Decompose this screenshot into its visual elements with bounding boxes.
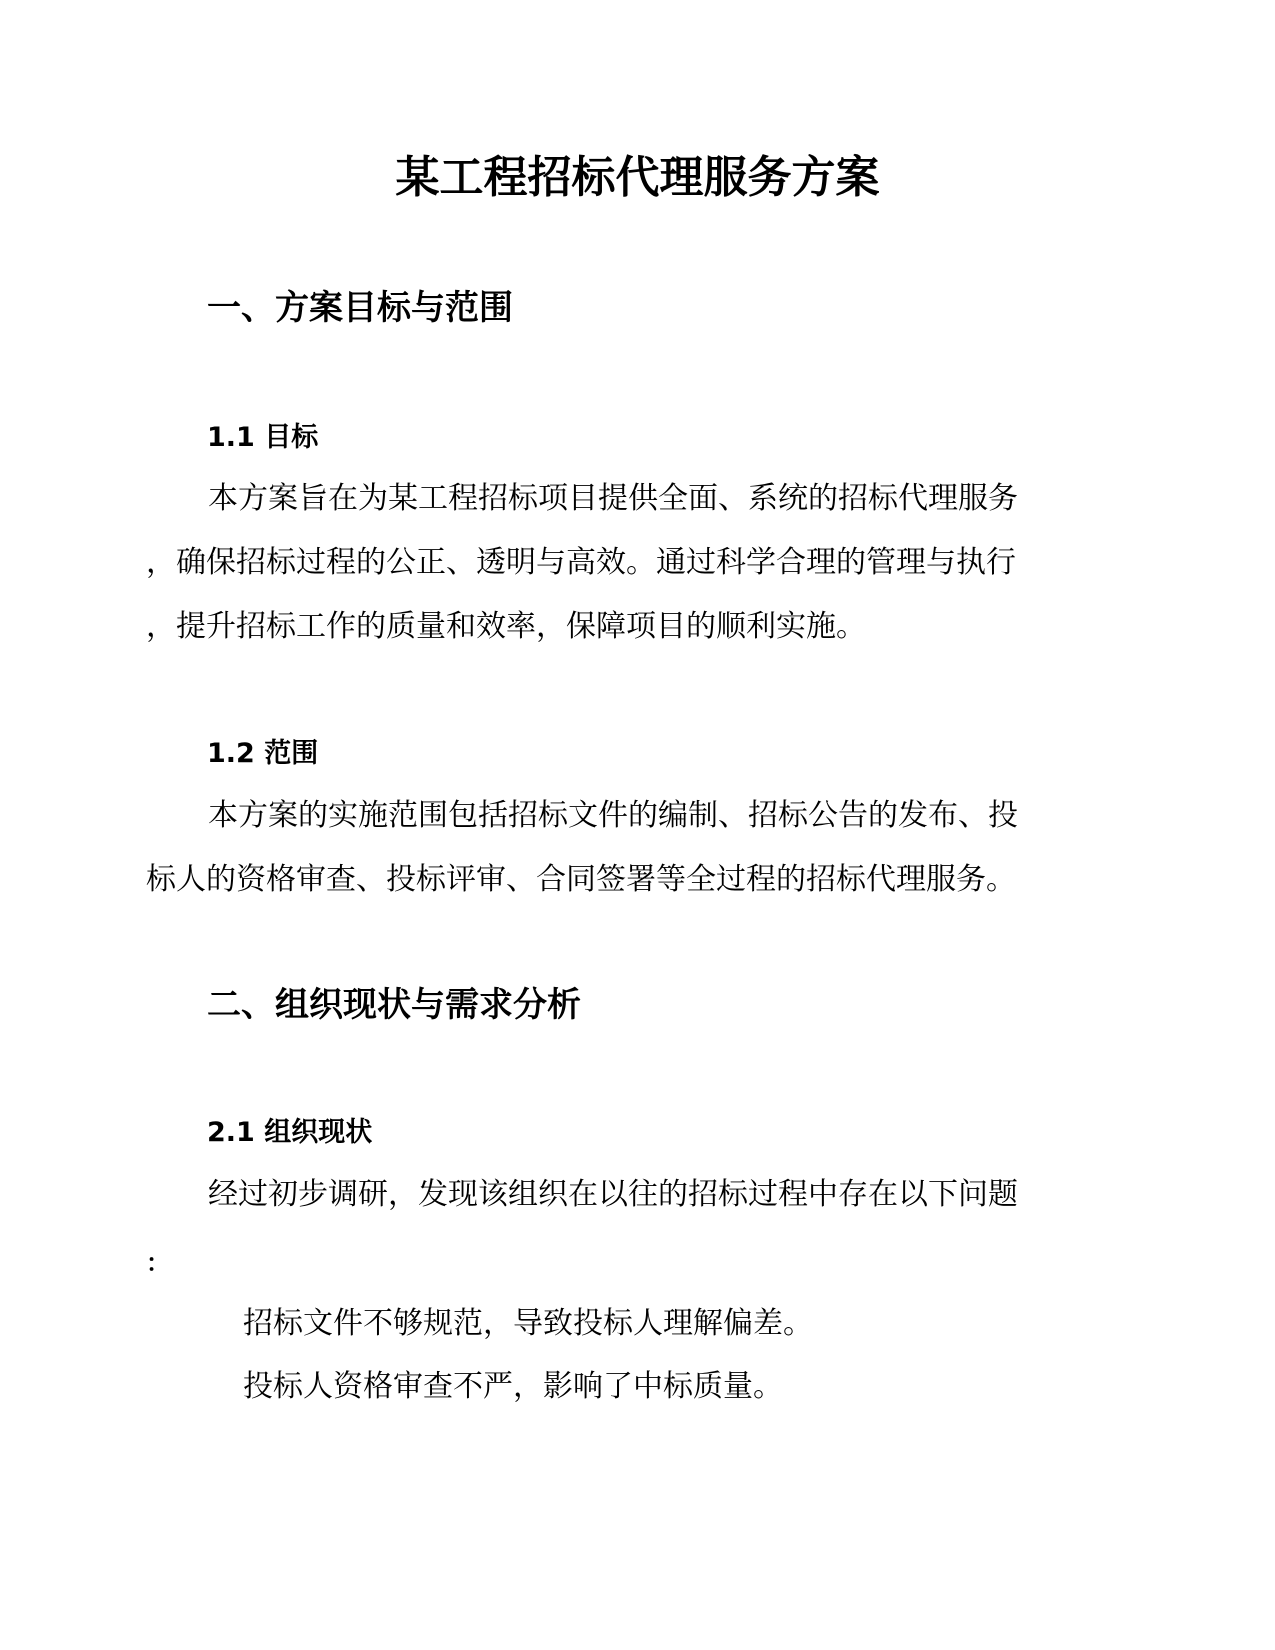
paragraph-scope: [146, 784, 1066, 912]
section-heading-1: 一、方案目标与范围: [207, 288, 513, 328]
paragraph-line: 经过初步调研，发现该组织在以往的招标过程中存在以下问题: [208, 1177, 1018, 1212]
subsection-heading-1-1: 1.1 目标: [207, 422, 319, 453]
paragraph-status: [146, 1163, 1066, 1227]
subsection-heading-1-2: 1.2 范围: [207, 738, 319, 769]
section-heading-2: 二、组织现状与需求分析: [207, 985, 581, 1025]
paragraph-line-colon: ：: [146, 1248, 170, 1277]
paragraph-line: ，确保招标过程的公正、透明与高效。通过科学合理的管理与执行: [146, 545, 1016, 580]
paragraph-line: 本方案旨在为某工程招标项目提供全面、系统的招标代理服务: [208, 481, 1018, 516]
paragraph-line: 本方案的实施范围包括招标文件的编制、招标公告的发布、投: [208, 798, 1018, 833]
paragraph-line: ，提升招标工作的质量和效率，保障项目的顺利实施。: [146, 609, 866, 644]
paragraph-line: 标人的资格审查、投标评审、合同签署等全过程的招标代理服务。: [146, 862, 1016, 897]
subsection-heading-2-1: 2.1 组织现状: [207, 1117, 373, 1148]
list-item: 招标文件不够规范，导致投标人理解偏差。: [243, 1306, 813, 1341]
document-title: 某工程招标代理服务方案: [395, 152, 880, 203]
paragraph-goal: [146, 467, 1066, 659]
list-item: 投标人资格审查不严，影响了中标质量。: [243, 1369, 783, 1404]
